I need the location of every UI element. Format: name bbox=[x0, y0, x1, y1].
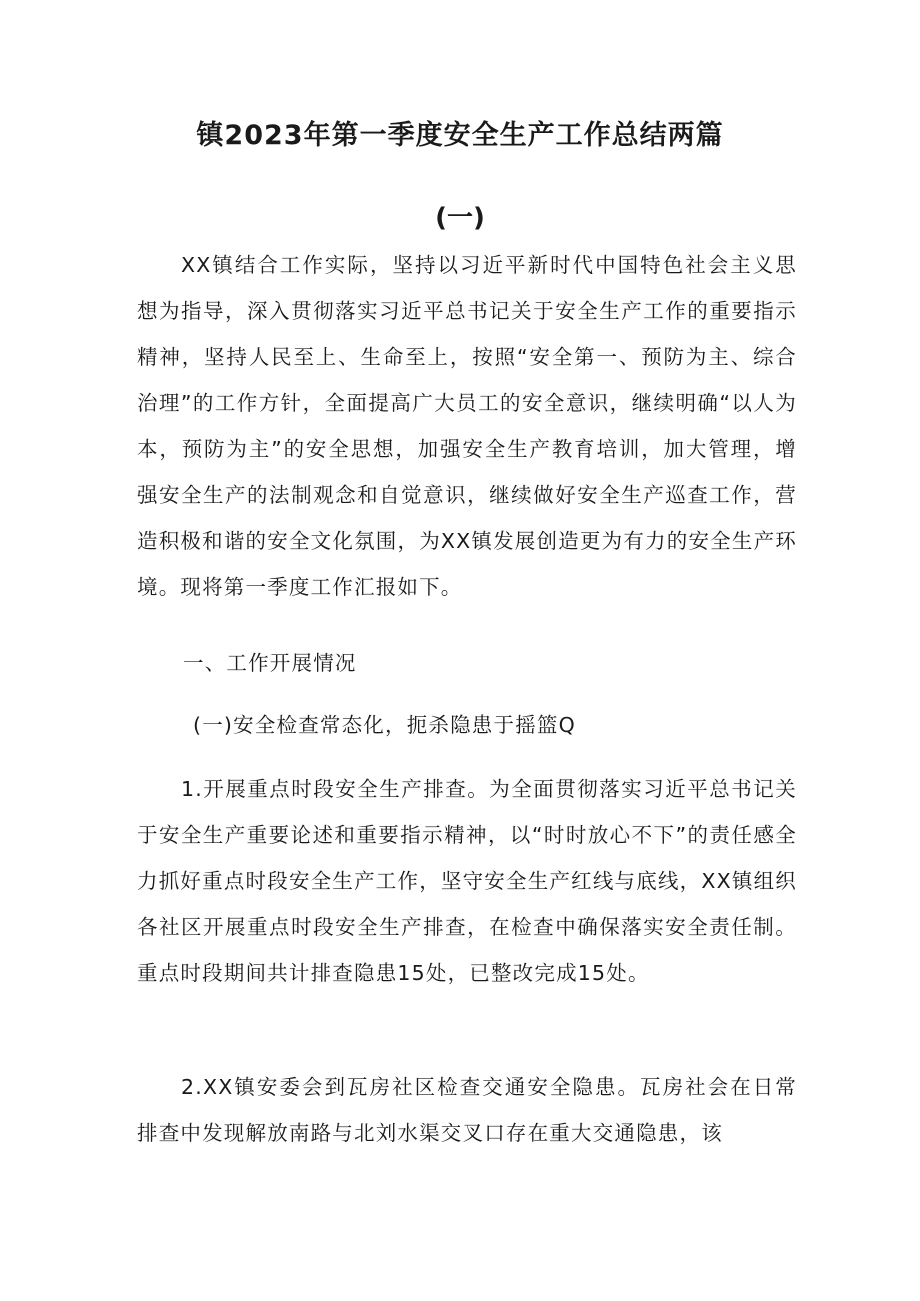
item1-paragraph: 1.开展重点时段安全生产排查。为全面贯彻落实习近平总书记关于安全生产重要论述和重要指示精神，以“时时放心不下”的责任感全力抓好重点时段安全生产工作，坚守安全生产红线与底线，XX镇组织各社区开展重点时段安全生产排查，在检查中确保落实安全责任制。重点时段期间共计排查隐患15处，已整改完成15处。 bbox=[137, 777, 797, 985]
document-title: 镇2023年第一季度安全生产工作总结两篇 bbox=[196, 120, 724, 151]
item2-paragraph: 2.XX镇安委会到瓦房社区检查交通安全隐患。瓦房社会在日常排查中发现解放南路与北刘水渠交叉口存在重大交通隐患，该 bbox=[137, 1075, 797, 1145]
intro-paragraph: XX镇结合工作实际，坚持以习近平新时代中国特色社会主义思想为指导，深入贯彻落实习近平总书记关于安全生产工作的重要指示精神，坚持人民至上、生命至上，按照“安全第一、预防为主、综合治理”的工作方针，全面提高广大员工的安全意识，继续明确“以人为本，预防为主”的安全思想，加强安全生产教育培训，加大管理，增强安全生产的法制观念和自觉意识，继续做好安全生产巡查工作，营造积极和谐的安全文化氛围，为XX镇发展创造更为有力的安全生产环境。现将第一季度工作汇报如下。 bbox=[137, 253, 797, 599]
heading-level2: (一)安全检查常态化，扼杀隐患于摇篮Q bbox=[193, 713, 576, 737]
heading-level1: 一、工作开展情况 bbox=[183, 651, 357, 675]
section-marker: (一) bbox=[435, 203, 485, 233]
